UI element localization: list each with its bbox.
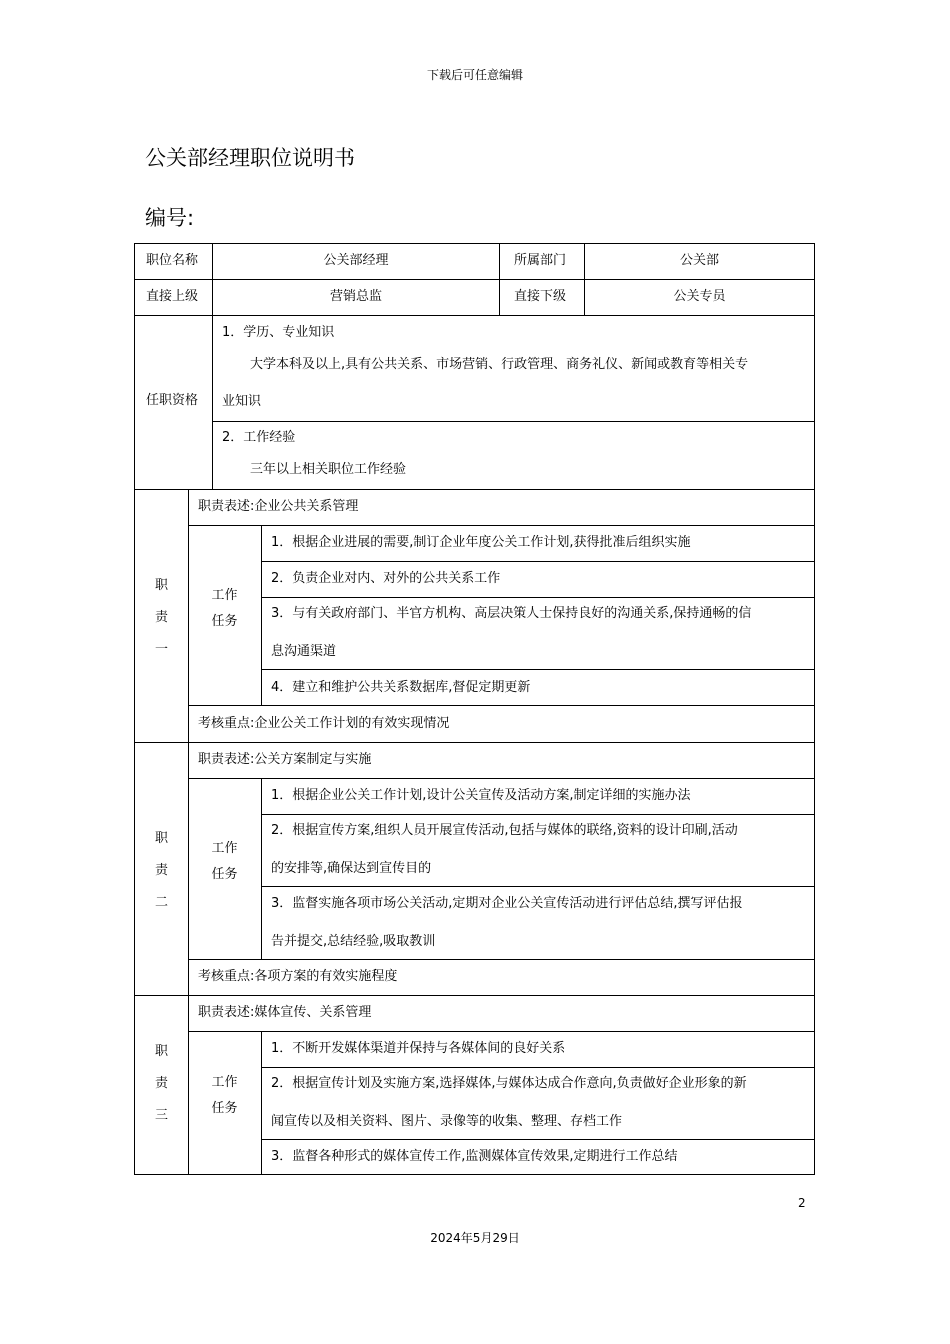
task-label-line-2: 任务: [211, 614, 238, 629]
duty-1-task-1: 1．根据企业进展的需要,制订企业年度公关工作计划,获得批准后组织实施: [271, 535, 691, 550]
row-divider: [261, 669, 814, 670]
duty-1-task-3-line-1: 3．与有关政府部门、半官方机构、高层决策人士保持良好的沟通关系,保持通畅的信: [271, 606, 752, 621]
row-divider: [188, 778, 814, 779]
row-divider: [188, 705, 814, 706]
duty-1-char-3: 一: [154, 642, 168, 657]
duty-1-label: [135, 570, 188, 666]
duty-1-description: 职责表述:企业公共关系管理: [198, 499, 359, 514]
row-divider: [261, 814, 814, 815]
duty-2-task-2-line-1: 2．根据宣传方案,组织人员开展宣传活动,包括与媒体的联络,资料的设计印刷,活动: [271, 823, 738, 838]
duty-2-task-1: 1．根据企业公关工作计划,设计公关宣传及活动方案,制定详细的实施办法: [271, 788, 691, 803]
task-label-line-2: 任务: [211, 1101, 238, 1116]
experience-text: 三年以上相关职位工作经验: [250, 462, 407, 477]
column-divider: [261, 525, 262, 705]
duty-3-char-3: 三: [154, 1108, 168, 1123]
experience-title: 2．工作经验: [222, 430, 296, 445]
duty-1-char-2: 责: [154, 610, 168, 625]
position-name-label: 职位名称: [146, 253, 199, 268]
duty-1-task-label: [188, 583, 261, 635]
page-header: 下载后可任意编辑: [426, 68, 523, 82]
department-label: 所属部门: [514, 253, 567, 268]
direct-subordinate-value: 公关专员: [673, 289, 726, 304]
duty-1-task-2: 2．负责企业对内、对外的公共关系工作: [271, 571, 501, 586]
department-value: 公关部: [679, 253, 719, 268]
page-number: 2: [798, 1196, 806, 1210]
row-divider: [261, 597, 814, 598]
row-divider: [188, 525, 814, 526]
duty-2-char-2: 责: [154, 863, 168, 878]
duty-1-char-1: 职: [154, 578, 168, 593]
education-text-line-1: 大学本科及以上,具有公共关系、市场营销、行政管理、商务礼仪、新闻或教育等相关专: [250, 357, 749, 372]
row-divider: [261, 1067, 814, 1068]
duty-3-task-3: 3．监督各种形式的媒体宣传工作,监测媒体宣传效果,定期进行工作总结: [271, 1149, 678, 1164]
duty-1-task-4: 4．建立和维护公共关系数据库,督促定期更新: [271, 680, 531, 695]
row-divider: [135, 742, 814, 743]
duty-2-description: 职责表述:公关方案制定与实施: [198, 752, 372, 767]
row-divider: [261, 886, 814, 887]
duty-1-task-3-line-2: 息沟通渠道: [271, 644, 337, 659]
duty-2-task-3-line-1: 3．监督实施各项市场公关活动,定期对企业公关宣传活动进行评估总结,撰写评估报: [271, 896, 743, 911]
task-label-line-1: 工作: [211, 841, 238, 856]
duty-2-task-3-line-2: 告并提交,总结经验,吸取教训: [271, 934, 436, 949]
duty-2-label: [135, 823, 188, 919]
duty-2-char-3: 二: [154, 895, 168, 910]
footer-date: 2024年5月29日: [430, 1231, 520, 1245]
row-divider: [261, 1139, 814, 1140]
education-text-line-2: 业知识: [222, 394, 262, 409]
row-divider: [135, 489, 814, 490]
duty-1-key-point: 考核重点:企业公关工作计划的有效实现情况: [198, 716, 450, 731]
qualification-label: 任职资格: [146, 393, 199, 408]
duty-2-task-label: [188, 836, 261, 888]
column-divider: [212, 244, 213, 489]
duty-3-label: [135, 1036, 188, 1132]
duty-3-task-1: 1．不断开发媒体渠道并保持与各媒体间的良好关系: [271, 1041, 566, 1056]
direct-superior-value: 营销总监: [329, 289, 382, 304]
duty-3-char-1: 职: [154, 1044, 168, 1059]
education-title: 1．学历、专业知识: [222, 325, 335, 340]
document-title: 公关部经理职位说明书: [145, 146, 355, 170]
duty-3-task-label: [188, 1070, 261, 1122]
row-divider: [135, 995, 814, 996]
direct-subordinate-label: 直接下级: [514, 289, 567, 304]
duty-3-task-2-line-2: 闻宣传以及相关资料、图片、录像等的收集、整理、存档工作: [271, 1114, 623, 1129]
row-divider: [135, 315, 814, 316]
column-divider: [261, 1031, 262, 1174]
row-divider: [212, 421, 814, 422]
duty-2-char-1: 职: [154, 831, 168, 846]
row-divider: [188, 1031, 814, 1032]
document-code-label: 编号:: [145, 206, 195, 230]
column-divider: [261, 778, 262, 959]
task-label-line-2: 任务: [211, 867, 238, 882]
row-divider: [135, 279, 814, 280]
duty-2-key-point: 考核重点:各项方案的有效实施程度: [198, 969, 398, 984]
duty-3-description: 职责表述:媒体宣传、关系管理: [198, 1005, 372, 1020]
task-label-line-1: 工作: [211, 588, 238, 603]
row-divider: [188, 959, 814, 960]
task-label-line-1: 工作: [211, 1075, 238, 1090]
column-divider: [499, 244, 500, 315]
duty-3-task-2-line-1: 2．根据宣传计划及实施方案,选择媒体,与媒体达成合作意向,负责做好企业形象的新: [271, 1076, 747, 1091]
duty-2-task-2-line-2: 的安排等,确保达到宣传目的: [271, 861, 432, 876]
direct-superior-label: 直接上级: [146, 289, 199, 304]
row-divider: [261, 561, 814, 562]
position-name-value: 公关部经理: [323, 253, 389, 268]
duty-3-char-2: 责: [154, 1076, 168, 1091]
job-description-table: [134, 243, 815, 1175]
